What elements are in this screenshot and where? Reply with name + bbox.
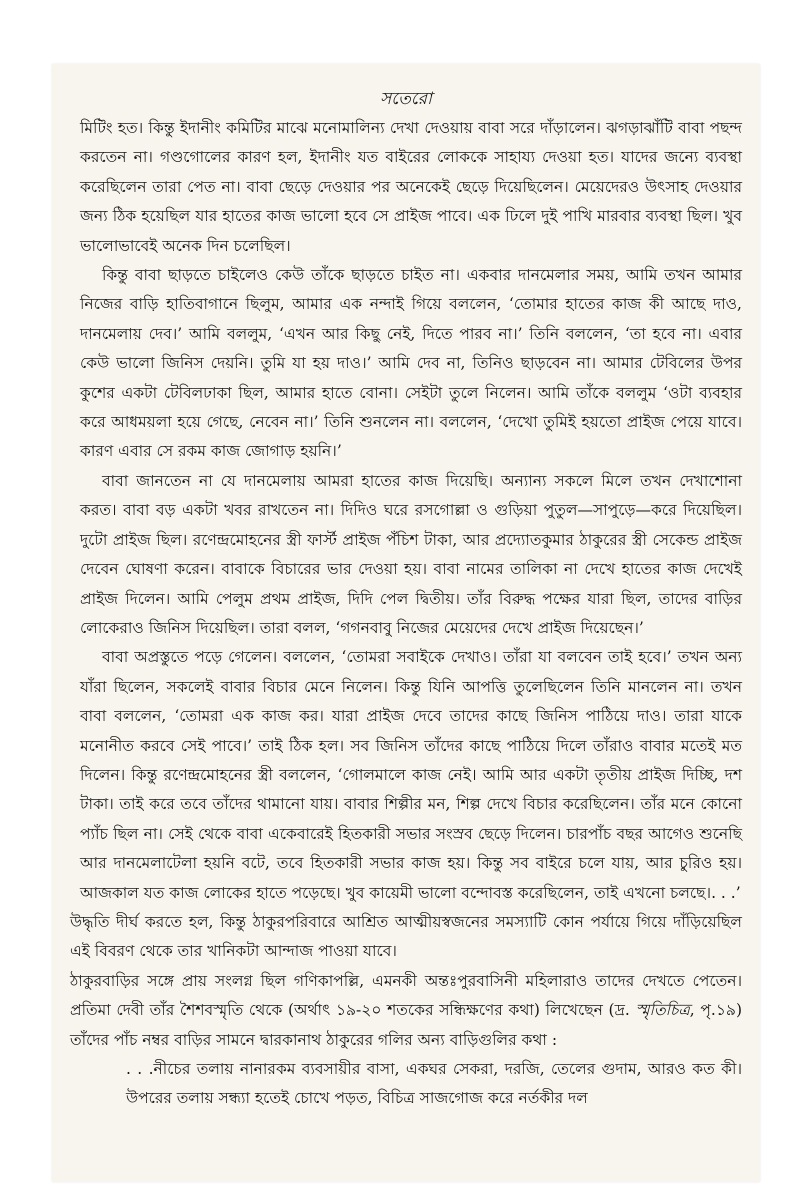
paragraph-1: মিটিং হত। কিন্তু ইদানীং কমিটির মাঝে মনোমালিন্য দেখা দেওয়ায় বাবা সরে দাঁড়ালেন। ঝগড়াঝাঁটি বাবা পছন্দ করতেন না। গণ্ডগোলের কারণ হল, ইদানীং যত বাইরের লোককে সাহায্য দেওয়া হত। যাদের জন্যে ব্যবস্থা করেছিলেন তারা পেত না। বাবা ছেড়ে দেওয়ার পর অনেকেই ছেড়ে দিয়েছিলেন। মেয়েদেরও উৎসাহ দেওয়ার জন্য ঠিক হয়েছিল যার হাতের কাজ ভালো হবে সে প্রাইজ পাবে। এক ঢিলে দুই পাখি মারবার ব্যবস্থা ছিল। খুব ভালোভাবেই অনেক দিন চলেছিল। <box>80 119 742 255</box>
paragraph-5: উদ্ধৃতি দীর্ঘ করতে হল, কিন্তু ঠাকুরপরিবারে আশ্রিত আত্মীয়স্বজনের সমস্যাটি কোন পর্যায়ে গিয়ে দাঁড়িয়েছিল এই বিবরণ থেকে তার খানিকটা আন্দাজ পাওয়া যাবে। <box>70 912 742 961</box>
paragraph-6-after: , পৃ.১৯) তাঁদের পাঁচ নম্বর বাড়ির সামনে দ্বারকানাথ ঠাকুরের গলির অন্য বাড়িগুলির কথা : <box>70 1001 743 1049</box>
block-quote: . . .নীচের তলায় নানারকম ব্যবসায়ীর বাসা, একঘর সেকরা, দরজি, তেলের গুদাম, আরও কত কী। উপরের তলায় সন্ধ্যা হতেই চোখে পড়ত, বিচিত্র সাজগোজ করে নর্তকীর দল <box>126 1060 742 1108</box>
book-title-smritichitra: স্মৃতিচিত্র <box>635 1001 690 1020</box>
paragraph-6 <box>70 967 742 1055</box>
paragraph-3: বাবা জানতেন না যে দানমেলায় আমরা হাতের কাজ দিয়েছি। অন্যান্য সকলে মিলে তখন দেখাশোনা করত। বাবা বড় একটা খবর রাখতেন না। দিদিও ঘরে রসগোল্লা ও গুড়িয়া পুতুল—সাপুড়ে—করে দিয়েছিল। দুটো প্রাইজ ছিল। রণেন্দ্রমোহনের স্ত্রী ফার্স্ট প্রাইজ পঁচিশ টাকা, আর প্রদ্যোতকুমার ঠাকুরের স্ত্রী সেকেন্ড প্রাইজ দেবেন ঘোষণা করেন। বাবাকে বিচারের ভার দেওয়া হয়। বাবা নামের তালিকা না দেখে হাতের কাজ দেখেই প্রাইজ দিলেন। আমি পেলুম প্রথম প্রাইজ, দিদি পেল দ্বিতীয়। তাঁর বিরুদ্ধ পক্ষের যারা ছিল, তাদের বাড়ির লোকেরাও জিনিস দিয়েছিল। তারা বলল, ‘গগনবাবু নিজের মেয়েদের দেখে প্রাইজ দিয়েছেন।’ <box>80 471 742 637</box>
body-text <box>70 114 743 1114</box>
paragraph-4: বাবা অপ্রস্তুতে পড়ে গেলেন। বললেন, ‘তোমরা সবাইকে দেখাও। তাঁরা যা বলবেন তাই হবে।’ তখন অন্য যাঁরা ছিলেন, সকলেই বাবার বিচার মেনে নিলেন। কিন্তু যিনি আপত্তি তুলেছিলেন তিনি মানলেন না। তখন বাবা বললেন, ‘তোমরা এক কাজ কর। যারা প্রাইজ দেবে তাদের কাছে জিনিস পাঠিয়ে দাও। তারা যাকে মনোনীত করবে সেই পাবে।’ তাই ঠিক হল। সব জিনিস তাঁদের কাছে পাঠিয়ে দিলে তাঁরাও বাবার মতেই মত দিলেন। কিন্তু রণেন্দ্রমোহনের স্ত্রী বললেন, ‘গোলমালে কাজ নেই। আমি আর একটা তৃতীয় প্রাইজ দিচ্ছি, দশ টাকা। তাই করে তবে তাঁদের থামানো যায়। বাবার শিল্পীর মন, শিল্প দেখে বিচার করেছিলেন। তাঁর মনে কোনো প্যাঁচ ছিল না। সেই থেকে বাবা একেবারেই হিতকারী সভার সংস্রব ছেড়ে দিলেন। চারপাঁচ বছর আগেও শুনেছি আর দানমেলাটেলা হয়নি বটে, তবে হিতকারী সভার কাজ হয়। কিন্তু সব বাইরে চলে যায়, আর চুরিও হয়। আজকাল যত কাজ লোকের হাতে পড়েছে। খুব কায়েমী ভালো বন্দোবস্ত করেছিলেন, তাই এখনো চলছে।. . .’ <box>80 648 742 902</box>
paragraph-2: কিন্তু বাবা ছাড়তে চাইলেও কেউ তাঁকে ছাড়তে চাইত না। একবার দানমেলার সময়, আমি তখন আমার নিজের বাড়ি হাতিবাগানে ছিলুম, আমার এক নন্দাই গিয়ে বললেন, ‘তোমার হাতের কাজ কী আছে দাও, দানমেলায় দেব।’ আমি বললুম, ‘এখন আর কিছু নেই, দিতে পারব না।’ তিনি বললেন, ‘তা হবে না। এবার কেউ ভালো জিনিস দেয়নি। তুমি যা হয় দাও।’ আমি দেব না, তিনিও ছাড়বেন না। আমার টেবিলের উপর কুশের একটা টেবিলঢাকা ছিল, আমার হাতে বোনা। সেইটা তুলে নিলেন। আমি তাঁকে বললুম ‘ওটা ব্যবহার করে আধময়লা হয়ে গেছে, নেবেন না।’ তিনি শুনলেন না। বললেন, ‘দেখো তুমিই হয়তো প্রাইজ পেয়ে যাবে। কারণ এবার সে রকম কাজ জোগাড় হয়নি।’ <box>80 266 742 461</box>
paragraph-6-before: ঠাকুরবাড়ির সঙ্গে প্রায় সংলগ্ন ছিল গণিকাপল্লি, এমনকী অন্তঃপুরবাসিনী মহিলারাও তাদের দেখতে পেতেন। প্রতিমা দেবী তাঁর শৈশবস্মৃতি থেকে (অর্থাৎ ১৯-২০ শতকের সন্ধিক্ষণের কথা) লিখেছেন (দ্র. <box>70 971 742 1020</box>
page-header: সতেরো <box>380 89 432 109</box>
book-page <box>52 64 760 1182</box>
